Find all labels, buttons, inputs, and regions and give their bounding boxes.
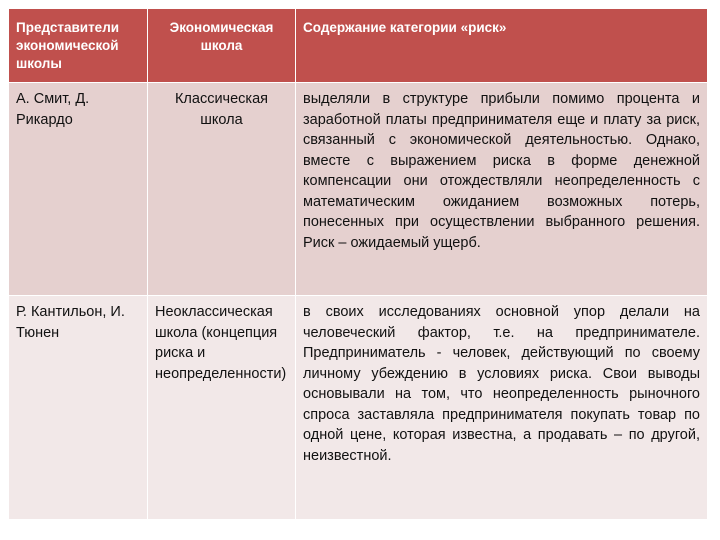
- header-representatives: Представители экономической школы: [9, 9, 148, 83]
- header-risk-content: Содержание категории «риск»: [296, 9, 707, 83]
- row2-representatives: Р. Кантильон, И. Тюнен: [9, 296, 148, 520]
- header-school: Экономическая школа: [148, 9, 296, 83]
- row1-content: выделяли в структуре прибыли помимо процента и заработной платы предпринимателя еще и плату за риск, связанный с экономической деятельностью. Однако, вместе с выражением риска в форме денежной компенсации они отождествляли неопределенность с математическим ожиданием возможных потерь, понесенных при осуществлении выбранного решения. Риск – ожидаемый ущерб.: [296, 83, 707, 296]
- row2-content: в своих исследованиях основной упор делали на человеческий фактор, т.е. на предпринимателе. Предприниматель - человек, действующий по своему личному убеждению в условиях риска. Свои выводы основывали на том, что неопределенность рыночного спроса заставляла предпринимателя покупать товар по одной цене, которая известна, а продавать – по другой, неизвестной.: [296, 296, 707, 520]
- risk-categories-table: [9, 9, 707, 520]
- row2-school: Неоклассическая школа (концепция риска и неопределенности): [148, 296, 296, 520]
- row1-school: Классическая школа: [148, 83, 296, 296]
- row1-representatives: А. Смит, Д. Рикардо: [9, 83, 148, 296]
